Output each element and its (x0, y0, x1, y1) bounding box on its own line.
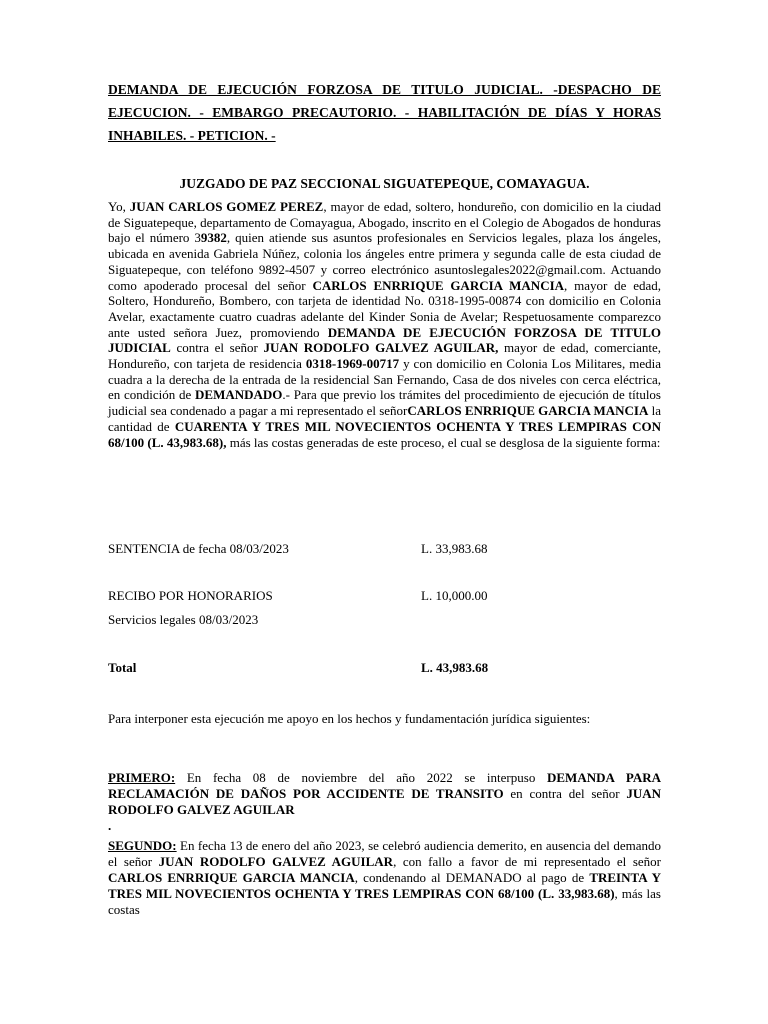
lawsuit-type: DEMANDA DE EJECUCIÓN FORZOSA DE TITULO JUDICIAL (108, 324, 661, 356)
residence-card-number: 0318-1969-00717 (305, 356, 400, 372)
recibo-amount: L. 10,000.00 (421, 588, 488, 603)
intro-text: más las costas generadas de este proceso, el cual se desglosa de la siguiente forma: (226, 434, 661, 450)
segundo-text: En fecha 13 de enero del año 2023, se celebró audiencia demerito, en ausencia del demando el señor (108, 838, 661, 869)
defendant-role: DEMANDADO (195, 387, 283, 403)
sentencia-label: SENTENCIA de fecha 08/03/2023 (108, 541, 289, 556)
defendant-name: JUAN RODOLFO GALVEZ AGUILAR (158, 854, 394, 869)
segundo-paragraph (108, 838, 661, 918)
intro-text: mayor de edad, comerciante, Hondureño, con tarjeta de residencia (108, 340, 661, 372)
segundo-text: , con fallo a favor de mi representado el señor (393, 854, 661, 869)
segundo-heading: SEGUNDO: (108, 838, 177, 853)
total-row (108, 660, 489, 676)
segundo-text: , condenando al DEMANADO al pago de (354, 870, 590, 885)
recibo-subline (108, 612, 258, 628)
client-name: CARLOS ENRRIQUE GARCIA MANCIA (108, 870, 355, 885)
intro-text: Yo, (108, 199, 130, 214)
primero-dot: . (108, 818, 112, 833)
college-number: 9382 (200, 230, 227, 246)
defendant-name: JUAN RODOLFO GALVEZ AGUILAR, (263, 340, 499, 356)
sentencia-amount: L. 33,983.68 (421, 541, 488, 556)
intro-paragraph (108, 199, 661, 450)
intro-text: , mayor de edad, soltero, hondureño, con domicilio en la ciudad de Siguatepeque, departamento de Comayagua, Abogado, inscrito en el Colegio de Abogados de honduras bajo el número 3 (108, 199, 661, 246)
support-paragraph: Para interponer esta ejecución me apoyo en los hechos y fundamentación jurídica siguientes: (108, 711, 591, 726)
claimed-amount: CUARENTA Y TRES MIL NOVECIENTOS OCHENTA Y TRES LEMPIRAS CON 68/100 (L. 43,983.68), (108, 418, 662, 450)
primero-heading: PRIMERO: (108, 770, 176, 785)
intro-text: contra el señor (170, 340, 264, 356)
recibo-row (108, 588, 488, 604)
intro-text: .- Para que previo los trámites del procedimiento de ejecución de títulos judicial sea condenado a pagar a mi representado el señor (108, 387, 661, 419)
intro-text: , quien atiende sus asuntos profesionales en Servicios legales, plaza los ángeles, ubicada en avenida Gabriela Núñez, colonia los ángeles entre primera y segunda calle de esta ciudad de Siguatepeque, con teléfono 9892-4507 y correo electrónico asuntoslegales2022@gmail.com. Actuando como apoderado procesal del señor (108, 230, 661, 293)
defendant-name: JUAN RODOLFO GALVEZ AGUILAR (108, 786, 661, 817)
intro-text: y con domicilio en Colonia Los Militares, media cuadra a la derecha de la entrada de la residencial San Fernando, Casa de dos niveles con cerca eléctrica, en condición de (108, 356, 661, 403)
primero-claim: DEMANDA PARA RECLAMACIÓN DE DAÑOS POR ACCIDENTE DE TRANSITO (108, 770, 661, 801)
document-title: DEMANDA DE EJECUCIÓN FORZOSA DE TITULO JUDICIAL. -DESPACHO DE EJECUCION. - EMBARGO PRECAUTORIO. - HABILITACIÓN DE DÍAS Y HORAS INHABILES. - PETICION. - (108, 82, 661, 143)
judgment-amount: TREINTA Y TRES MIL NOVECIENTOS OCHENTA Y TRES LEMPIRAS CON 68/100 (L. 33,983.68) (108, 870, 661, 901)
sentencia-row (108, 541, 488, 557)
primero-text: en contra del señor (503, 786, 627, 801)
attorney-name: JUAN CARLOS GOMEZ PEREZ (129, 199, 324, 214)
recibo-label: RECIBO POR HONORARIOS (108, 588, 273, 603)
primero-text: En fecha 08 de noviembre del año 2022 se interpuso (175, 770, 547, 785)
recibo-sub-label: Servicios legales 08/03/2023 (108, 612, 259, 627)
client-name: CARLOS ENRRIQUE GARCIA MANCIA (407, 403, 649, 419)
client-name: CARLOS ENRRIQUE GARCIA MANCIA (312, 277, 565, 293)
intro-text: , mayor de edad, Soltero, Hondureño, Bombero, con tarjeta de identidad No. 0318-1995-00874 con domicilio en Colonia Avelar, exactamente cuatro cuadras adelante del Kinder Sonia de Avelar; Respetuosamente comparezco ante usted señora Juez, promoviendo (108, 277, 661, 340)
intro-text: la cantidad de (108, 403, 661, 434)
total-amount: L. 43,983.68 (421, 660, 489, 675)
total-label: Total (108, 660, 137, 675)
segundo-text: , más las costas (108, 886, 661, 917)
primero-paragraph (108, 770, 661, 834)
court-heading: JUZGADO DE PAZ SECCIONAL SIGUATEPEQUE, COMAYAGUA. (179, 176, 590, 191)
